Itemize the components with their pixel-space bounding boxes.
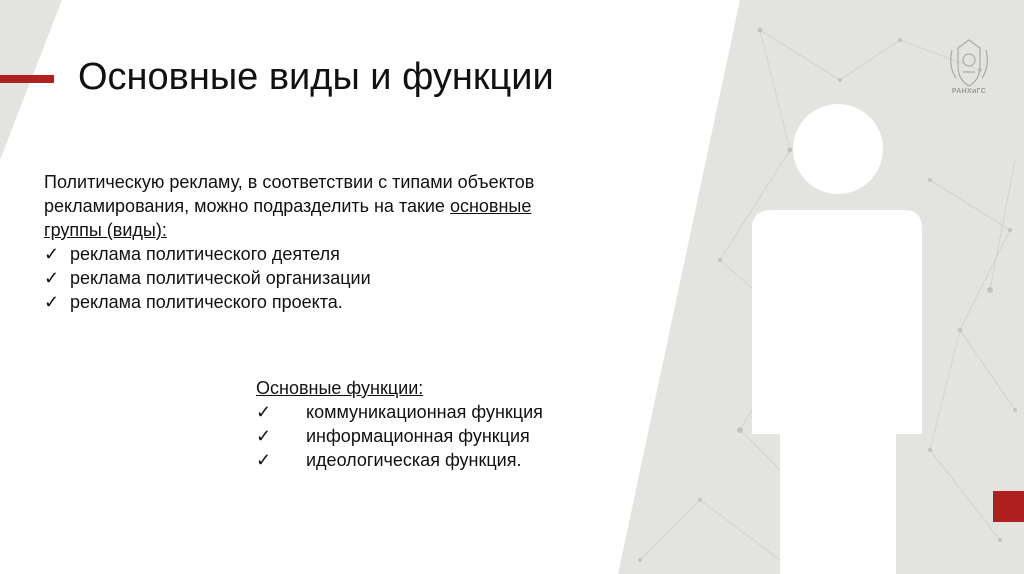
list-item-label: коммуникационная функция [306, 402, 543, 422]
check-icon: ✓ [256, 402, 272, 422]
types-block [44, 170, 564, 314]
check-icon: ✓ [44, 268, 60, 288]
list-item-label: идеологическая функция. [306, 450, 522, 470]
intro-paragraph [44, 170, 564, 242]
types-list [44, 242, 564, 314]
functions-heading: Основные функции: [256, 378, 424, 398]
list-item [256, 424, 616, 448]
list-item-label: реклама политической организации [70, 268, 371, 288]
functions-block [256, 376, 616, 472]
accent-bar [0, 75, 54, 83]
check-icon: ✓ [44, 244, 60, 264]
check-icon: ✓ [44, 292, 60, 312]
slide-title: Основные виды и функции [78, 56, 554, 98]
person-icon [752, 104, 924, 574]
functions-list [256, 400, 616, 472]
list-item [44, 290, 564, 314]
intro-text: Политическую рекламу, в соответствии с типами объектов рекламирования, можно подразделить на такие [44, 172, 535, 216]
accent-square [993, 491, 1024, 522]
list-item [256, 448, 616, 472]
emblem-icon [946, 36, 992, 112]
list-item-label: реклама политического проекта. [70, 292, 343, 312]
list-item-label: информационная функция [306, 426, 530, 446]
intro-underlined-text: основные группы (виды): [44, 196, 532, 240]
check-icon: ✓ [256, 426, 272, 446]
check-icon: ✓ [256, 450, 272, 470]
logo-text: РАНХиГС [951, 88, 987, 95]
list-item [44, 266, 564, 290]
list-item [44, 242, 564, 266]
list-item [256, 400, 616, 424]
list-item-label: реклама политического деятеля [70, 244, 340, 264]
